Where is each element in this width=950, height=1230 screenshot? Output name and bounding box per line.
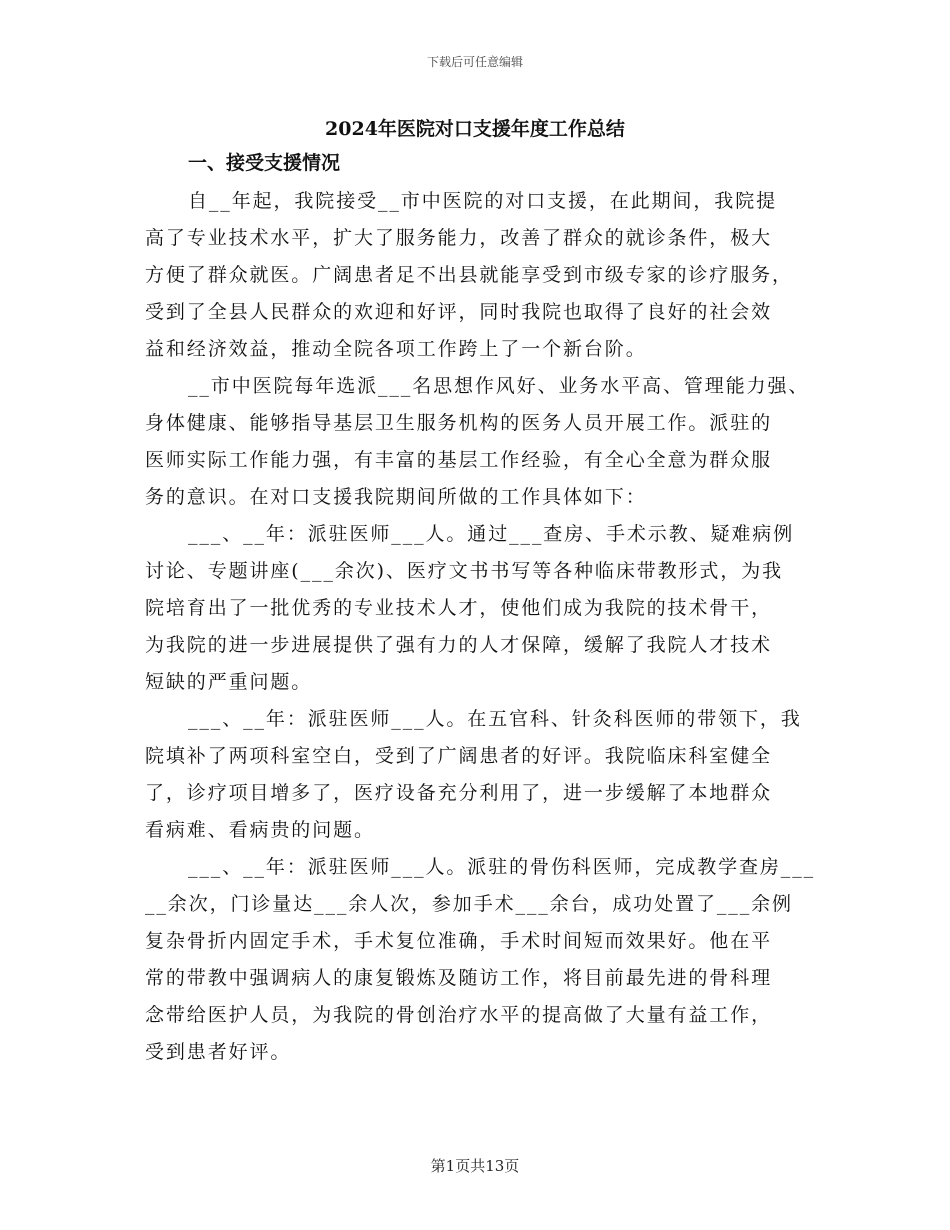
paragraph-line: 自__年起，我院接受__市中医院的对口支援，在此期间，我院提: [188, 190, 778, 212]
page-number-footer: 第1页共13页: [430, 1157, 520, 1175]
paragraph-line: 务的意识。在对口支援我院期间所做的工作具体如下：: [145, 486, 647, 508]
paragraph-line: 了，诊疗项目增多了，医疗设备充分利用了，进一步缓解了本地群众: [145, 782, 773, 804]
paragraph-line: 受到了全县人民群众的欢迎和好评，同时我院也取得了良好的社会效: [145, 301, 773, 323]
paragraph-line: 院填补了两项科室空白，受到了广阔患者的好评。我院临床科室健全: [145, 745, 773, 767]
paragraph-line: 复杂骨折内固定手术，手术复位准确，手术时间短而效果好。他在平: [145, 930, 773, 952]
paragraph-line: 院培育出了一批优秀的专业技术人才，使他们成为我院的技术骨干，: [145, 597, 773, 619]
paragraph-line: ___、__年：派驻医师___人。通过___查房、手术示教、疑难病例: [188, 523, 795, 545]
paragraph-line: 讨论、专题讲座(___余次)、医疗文书书写等各种临床带教形式，为我: [145, 560, 784, 582]
paragraph-line: 益和经济效益，推动全院各项工作跨上了一个新台阶。: [145, 338, 647, 360]
paragraph-line: 常的带教中强调病人的康复锻炼及随访工作，将目前最先进的骨科理: [145, 967, 773, 989]
paragraph-line: 身体健康、能够指导基层卫生服务机构的医务人员开展工作。派驻的: [145, 412, 773, 434]
section-heading: 一、接受支援情况: [188, 152, 341, 174]
paragraph-line: ___、__年：派驻医师___人。派驻的骨伤科医师，完成教学查房___: [188, 856, 816, 878]
header-note: 下载后可任意编辑: [426, 55, 523, 69]
paragraph-line: 方便了群众就医。广阔患者足不出县就能享受到市级专家的诊疗服务，: [145, 264, 793, 286]
paragraph-line: 看病难、看病贵的问题。: [145, 819, 375, 841]
paragraph-line: 为我院的进一步进展提供了强有力的人才保障，缓解了我院人才技术: [145, 634, 773, 656]
paragraph-line: 高了专业技术水平，扩大了服务能力，改善了群众的就诊条件，极大: [145, 227, 773, 249]
paragraph-line: 医师实际工作能力强，有丰富的基层工作经验，有全心全意为群众服: [145, 449, 773, 471]
document-title: 2024年医院对口支援年度工作总结: [325, 118, 625, 140]
paragraph-line: 受到患者好评。: [145, 1041, 292, 1063]
paragraph-line: 短缺的严重问题。: [145, 671, 313, 693]
paragraph-line: 念带给医护人员，为我院的骨创治疗水平的提高做了大量有益工作，: [145, 1004, 773, 1026]
paragraph-line: ___、__年：派驻医师___人。在五官科、针灸科医师的带领下，我: [188, 708, 802, 730]
paragraph-line: __余次，门诊量达___余人次，参加手术___余台，成功处置了___余例: [145, 893, 793, 915]
paragraph-line: __市中医院每年选派___名思想作风好、业务水平高、管理能力强、: [188, 375, 810, 397]
